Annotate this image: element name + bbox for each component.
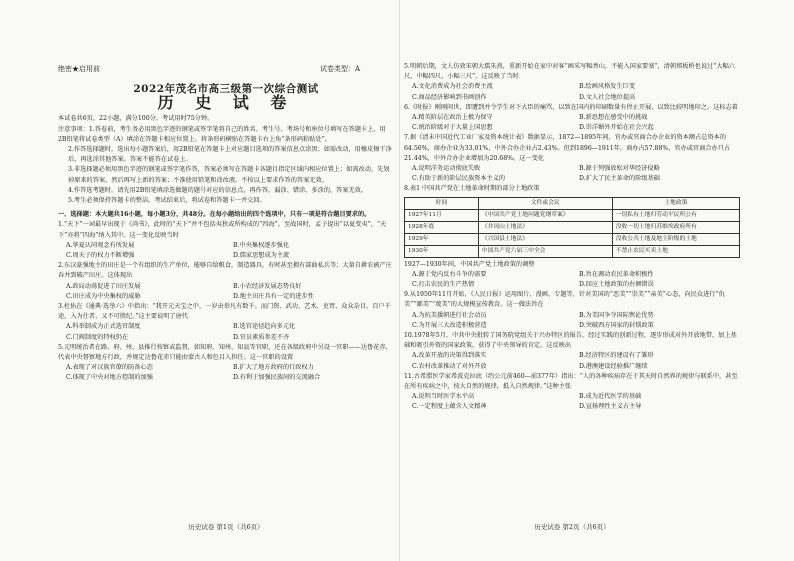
option-a: A.华夏认同观念有所发展	[66, 241, 135, 249]
question	[58, 343, 394, 384]
page-footer-left: 历史试卷 第1页（共6页）	[188, 523, 264, 531]
table-row	[405, 233, 740, 245]
option-d: D.儒家思想成为主流	[233, 252, 290, 260]
table-row	[405, 209, 740, 221]
question-stem: 9.从1950年11月开始，《人民日报》运用图片、漫画、专题等，针对美国的“恶美”“崇美”“亲美”心态，向民众进行“仇美”“鄙美”“蔑美”的大规模宣传教育。这一做法旨在	[404, 291, 725, 309]
secret-label: 绝密★启用前	[58, 65, 100, 73]
option-b: B.选官途径趋向多元化	[233, 323, 296, 331]
option-b: B.新思想在感受中的挑战	[579, 114, 648, 122]
table-cell: 一切私有土地归劳动平民所公有	[612, 209, 739, 221]
table-header-cell: 文件或会议	[478, 197, 612, 209]
question	[404, 372, 740, 413]
option-b: B.扩大了地方政府的行政权力	[233, 364, 314, 372]
option-a: A.政局动荡促进了田庄发展	[66, 282, 141, 290]
note-item: 注意事项：1.答卷前，考生务必用黑色字迹的钢笔或签字笔将自己的姓名、考生号、考场号和座位号填写在答题卡上，用2B铅笔将试卷类型（A）填涂在答题卡相应位置上。将条形码横贴在答题卡右上角“条形码粘贴处”。	[58, 125, 386, 143]
option-c: C.周天子的权力不断增强	[66, 252, 135, 260]
option-d: D.崇洋媚外开始在社会兴起	[579, 124, 654, 132]
table-caption: 8.表1 中国共产党在土地革命时期的部分土地政策	[404, 185, 540, 193]
land-policy-table	[404, 197, 740, 258]
option-a: A.科举制成为正式选官制度	[66, 323, 141, 331]
question-stem: 5.元明统治者在路、府、州、县推行按察或监督，如知府、知州、知县等官职，还在各级政府中另设一官职——达鲁花赤，代表中央督察地方行政，并规定达鲁花赤只能由蒙古人和色目人担任。这一官职的设置	[58, 343, 392, 362]
option-c: C.体现了中央对地方控制的加强	[66, 374, 153, 382]
paper-type-label: 试卷类型：A	[320, 65, 361, 73]
question	[404, 290, 740, 331]
question-stem: 11.古希腊医学家希波克拉底（约公元前460—前377年）指出：“人的各种疾病存在于其天时自然界的规律与联系中，甚至在所有疾病之中，按大自然的规律，抵入自然规律。”这种主张	[404, 372, 738, 391]
table-cell: 《井冈山土地法》	[478, 221, 612, 233]
option-b: B.小农经济发展态势良好	[233, 282, 302, 290]
option-d: D.官员素质参差不齐	[233, 333, 290, 341]
table-cell: 中国共产党六届三中全会	[478, 245, 612, 257]
table-cell: 没收一切土地归苏维埃政府所有	[612, 221, 739, 233]
subject-title: 历 史 试 卷	[157, 93, 295, 113]
table-cell: 没收公共土地及地主阶级的土地	[612, 233, 739, 245]
question	[58, 220, 394, 261]
option-b: B.源于列强放松对华经济侵略	[579, 165, 660, 173]
option-c: C.农村改革推动了对外开放	[412, 362, 487, 370]
option-d: D.地主田庄具有一定的进步性	[233, 292, 314, 300]
note-item: 4.作答选考题时，请先用2B铅笔填涂选做题的题号对应的信息点，再作答。漏涂、错涂、多涂的，答案无效。	[68, 186, 368, 194]
option-c: C.为开展三大改造积极营造	[412, 321, 487, 329]
option-c: C.打击农民的生产热情	[412, 281, 475, 289]
option-a: A.说明洋务运动彻底失败	[412, 165, 481, 173]
question-stem: 10.1978年5月，中共中央批转了国务院党组关于兴办特区的报告，经过实践的创新过程，逐步形成对外开放地带，加上基础和吸引外资的国家政策，获得了中央领导的肯定。这反映出	[404, 332, 737, 350]
option-c: C.一定程度上蕴含人文精神	[412, 403, 487, 411]
option-b: B.为美国争夺国际舆论优势	[579, 311, 654, 319]
table-header-row	[405, 197, 740, 209]
option-d: D.扩大了民主革命的阶级基础	[579, 175, 660, 183]
option-a: A.为抗美援朝进行社会动员	[412, 311, 487, 319]
question-stem: 6.《时报》刚刚问世，即遭到并令学生对下大臣的痛骂，以致在国内的印刷数量有停止开展，以致比较明地印之。这标志着	[404, 103, 738, 111]
question	[404, 133, 740, 184]
option-d: D.有利于加强民族间的交流融合	[233, 374, 321, 382]
table-header-cell: 土地政策	[612, 197, 739, 209]
question	[404, 260, 740, 291]
option-c: C.有助于新的阶层民族资本主义的	[412, 175, 506, 183]
question	[58, 261, 394, 302]
question-stem: 1.“天下”一词最早出现于《尚书》，此时的“天下”并不包括夷狄或所构成的“四海”。至战国时，孟子提出“以夏变夷”，“天下”亦将“四海”纳入其中。这一变化反映当时	[58, 221, 387, 239]
question	[404, 103, 740, 134]
section-heading: 一、选择题：本大题共16小题，每小题3分，共48分。在每小题给出的四个选项中，只有一项是符合题目要求的。	[58, 211, 371, 219]
question	[58, 302, 394, 343]
option-b: B.旨在调动农民革命积极性	[579, 270, 654, 278]
option-c: C.商品经济影响到书画创作	[412, 93, 487, 101]
page-fold-divider	[399, 0, 400, 561]
option-b: B.经济特区的建设有了雏形	[579, 352, 654, 360]
table-cell: 《中国共产党土地问题党纲草案》	[478, 209, 612, 221]
option-a: A.精英阶层在政治上极为保守	[412, 114, 493, 122]
option-b: B.绘画风格发生巨变	[579, 83, 636, 91]
option-c: C.门阀制度的特权仍在	[66, 333, 129, 341]
exam-intro: 本试卷共6页，22小题，满分100分。考试用时75分钟。	[58, 115, 214, 123]
note-item: 5.考生必须保持答题卡的整洁。考试结束后，将试卷和答题卡一并交回。	[68, 197, 266, 205]
question-stem: 5.明朝后期，文人仿效宋朝大儒朱熹，重新开始在家中对客“画采写幅香山，不能入国家要塞”，清朝郑板桥也说过“大幅六尺，中幅四尺，小幅三尺”。这反映了当时	[404, 63, 735, 81]
note-item: 2.作答选择题时，选出每小题答案后，用2B铅笔在答题卡上对应题目选项的答案信息点涂黑；如需改动，用橡皮擦干净后，再选涂其他答案。答案不能答在试卷上。	[68, 146, 392, 164]
option-c: C.田庄成为中央集权的威胁	[66, 292, 141, 300]
option-d: D.突破西方国家的封锁政策	[579, 321, 654, 329]
table-header-cell: 时间	[405, 197, 479, 209]
option-a: A.源于党内反右斗争的需要	[412, 270, 487, 278]
question-stem: 3.杜佑在《通典·选举六》中指出：“我开元天宝之中，一岁贡举凡有数千。而门资、武功、艺术、吏胥、众众杂目，百户千途，入为仕者，又不可胜纪。”这主要说明了唐代	[58, 303, 391, 321]
option-d: D.回应土地政策的右倾错误	[579, 281, 654, 289]
option-b: B.中央集权逐步强化	[233, 241, 290, 249]
option-b: B.成为近代医学的基础	[579, 393, 642, 401]
option-a: A.表现了对汉族官僚的防备心态	[66, 364, 153, 372]
question-stem: 2.东汉豪强地主的田庄是一个有组织的生产单位，能够自给粮食，制造器具，有时甚至拥有部曲私兵等；大量自耕农被产庄吞并到破产田庄。这体现出	[58, 262, 392, 280]
question	[404, 62, 740, 103]
option-a: A.文化消费成为社会消费主流	[412, 83, 493, 91]
option-d: D.文人社会地位提高	[579, 93, 636, 101]
table-cell: 1928年底	[405, 221, 479, 233]
option-a: A.说明当时医学水平高	[412, 393, 475, 401]
option-d: D.宣扬理性主义占主导	[579, 403, 642, 411]
table-cell: 《兴国县土地法》	[478, 233, 612, 245]
right-column	[404, 62, 740, 413]
notes-block	[58, 125, 394, 207]
option-a: A.改革开放的决策得到落实	[412, 352, 487, 360]
table-cell: 不禁止农民买卖土地	[612, 245, 739, 257]
table-cell: 1929年	[405, 233, 479, 245]
table-cell: 1927年11月	[405, 209, 479, 221]
option-c: C.统治阶级对于大量上国思想	[412, 124, 493, 132]
option-d: D.港澳建设经验推广继续	[579, 362, 648, 370]
left-column	[58, 62, 394, 384]
exam-title: 2022年茂名市高三级第一次综合测试	[133, 83, 319, 95]
question-stem: 7.据《清末中国近代工业厂家及资本统计表》数据显示，1872—1895年间，官办或官商合办企业的资本额占总资本的64.56%，商办企业为33.01%，中外合办企业占2.43%。但到1896—1911年，商办占57.88%，官办或官商合办只占21.44%，中外合办企业增加为20.68%。这一变化	[404, 134, 731, 162]
table-row	[405, 221, 740, 233]
page-footer-right: 历史试卷 第2页（共6页）	[534, 523, 610, 531]
table-cell: 1930年	[405, 245, 479, 257]
question	[404, 331, 740, 372]
table-row	[405, 245, 740, 257]
note-item: 3.非选择题必须用黑色字迹的钢笔或签字笔作答，答案必须写在答题卡各题目指定区域内相应位置上；如需改动，先划掉原来的答案，然后再写上新的答案；不准使用铅笔和涂改液。不按以上要求作答的答案无效。	[68, 166, 390, 184]
question-stem: 1927—1930年间，中国共产党土地政策的调整	[404, 260, 535, 268]
